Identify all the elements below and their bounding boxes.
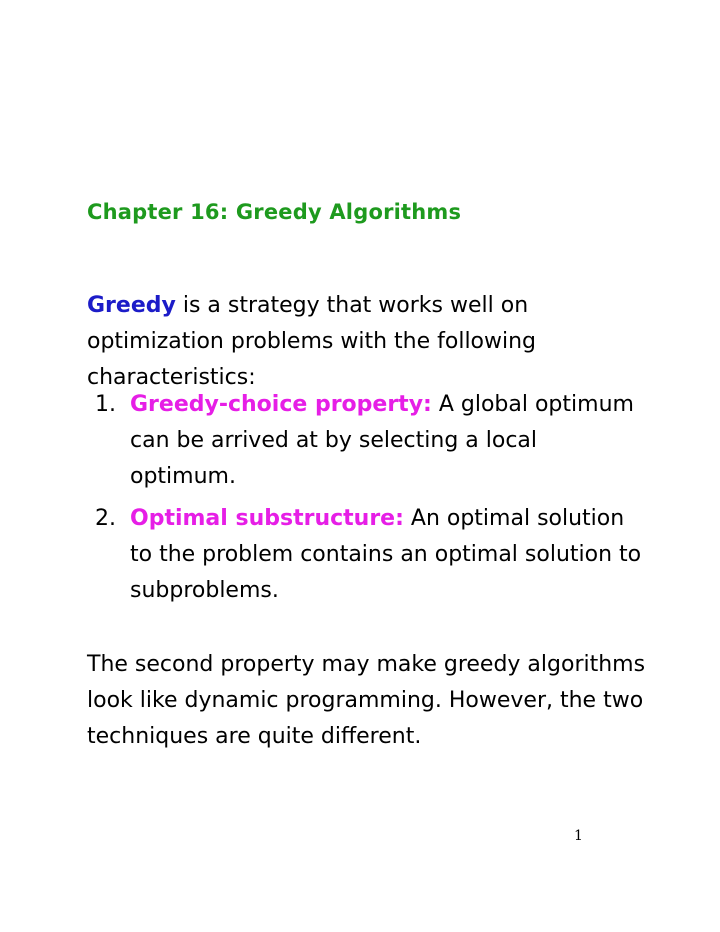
list-item (87, 387, 647, 495)
list-item-text: An optimal solution to the problem contains an optimal solution to subproblems. (130, 506, 642, 603)
list-item-number: 1. (95, 392, 116, 417)
page-number: 1 (574, 828, 583, 844)
greedy-highlight: Greedy (87, 293, 176, 318)
closing-paragraph: The second property may make greedy algorithms look like dynamic programming. However, the two techniques are quite different. (87, 652, 646, 749)
slide-title: Chapter 16: Greedy Algorithms (87, 200, 462, 224)
property-list (87, 387, 647, 615)
list-item-text: A global optimum can be arrived at by selecting a local optimum. (130, 392, 634, 489)
list-item-number: 2. (95, 506, 116, 531)
list-item (87, 501, 647, 609)
list-item-term: Greedy-choice property: (130, 392, 432, 417)
intro-text: is a strategy that works well on optimization problems with the following characteristics: (87, 293, 537, 390)
list-item-term: Optimal substructure: (130, 506, 404, 531)
intro-paragraph (87, 288, 647, 396)
